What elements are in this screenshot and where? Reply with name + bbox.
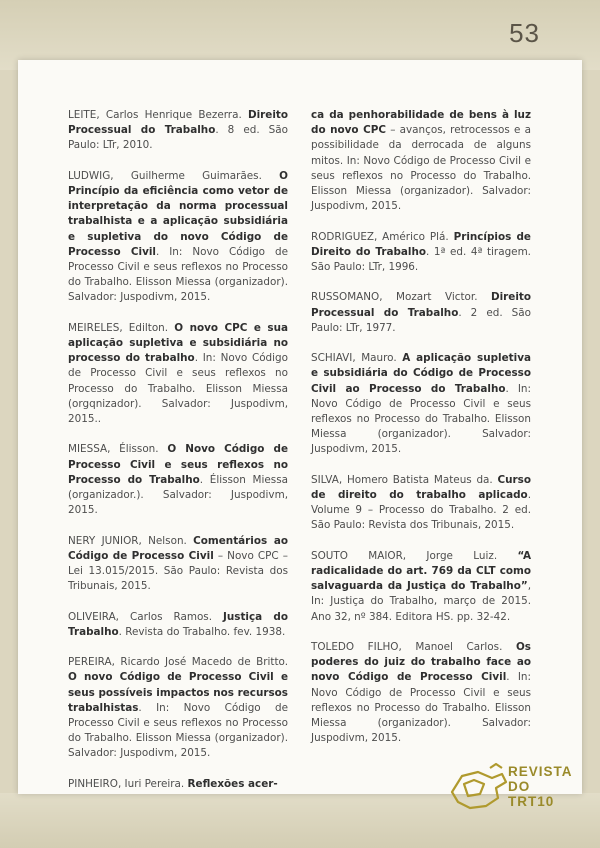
reference-entry [68, 169, 288, 306]
reference-details: . In: Novo Código de Processo Civil e seus reflexos no Processo do Trabalho. Elisson Miessa (organizador). Salvador: Juspodivm, 2015. [68, 245, 288, 304]
journal-logo-text [508, 764, 578, 809]
reference-entry [68, 108, 288, 154]
reference-entry [311, 230, 531, 276]
reference-title: “A radicalidade do art. 769 da CLT como salvaguarda da Justiça do Trabalho” [311, 549, 531, 593]
reference-title: ca da penhorabilidade de bens à luz do novo CPC [311, 109, 531, 137]
reference-title: Os poderes do juiz do trabalho face ao novo Código de Processo Civil [311, 641, 531, 684]
references-left-column [68, 108, 288, 807]
reference-details: . 8 ed. São Paulo: LTr, 2010. [68, 124, 288, 152]
reference-entry [311, 549, 531, 625]
reference-details: . Volume 9 – Processo do Trabalho. 2 ed. São Paulo: Revista dos Tribunais, 2015. [311, 489, 531, 532]
reference-title: O novo Código de Processo Civil e seus possíveis impactos nos recursos trabalhistas [68, 671, 288, 714]
reference-details: – avanços, retrocessos e a possibilidade da derrocada de alguns mitos. In: Novo Código de Processo Civil e seus reflexos no Processo do Trabalho. Elisson Miessa (organizador). Salvador: Juspodivm, 2015. [311, 124, 531, 213]
reference-title: O Novo Código de Processo Civil e seus reflexos no Processo do Trabalho [68, 443, 288, 486]
reference-details: . In: Novo Código de Processo Civil e seus reflexos no Processo do Trabalho. Elisson Miessa (orgqnizador). Salvador: Juspodivm, 2015.. [68, 352, 288, 426]
reference-entry [68, 777, 288, 792]
reference-title: Direito Processual do Trabalho [311, 291, 531, 319]
reference-title: Comentários ao Código de Processo Civil [68, 534, 288, 562]
reference-details: . In: Novo Código de Processo Civil e seus reflexos no Processo do Trabalho. Elisson Miessa (organizador). Salvador: Juspodivm, 2015. [68, 701, 288, 760]
logo-line-1: REVISTA [508, 764, 573, 779]
reference-details: , In: Justiça do Trabalho, março de 2015. Ano 32, nº 384. Editora HS. pp. 32-42. [311, 580, 531, 623]
reference-details: . Revista do Trabalho. fev. 1938. [118, 625, 286, 638]
reference-author: MIESSA, Élisson. [68, 443, 168, 456]
reference-entry [311, 351, 531, 457]
reference-details: . 2 ed. São Paulo: LTr, 1977. [311, 306, 531, 334]
reference-entry [311, 473, 531, 534]
reference-author: NERY JUNIOR, Nelson. [68, 534, 194, 547]
reference-details: – Novo CPC – Lei 13.015/2015. São Paulo: Revista dos Tribunais, 2015. [68, 549, 288, 593]
reference-author: SILVA, Homero Batista Mateus da. [311, 473, 498, 486]
reference-entry [311, 640, 531, 746]
reference-author: TOLEDO FILHO, Manoel Carlos. [311, 641, 516, 654]
reference-author: PINHEIRO, Iuri Pereira. [68, 777, 188, 790]
references-right-column [311, 108, 531, 762]
reference-author: MEIRELES, Edilton. [68, 321, 175, 334]
reference-title: Direito Processual do Trabalho [68, 109, 288, 137]
reference-entry [68, 442, 288, 518]
reference-entry [311, 108, 531, 214]
reference-title: O Princípio da eficiência como vetor de interpretação da norma processual trabalhista e a aplicação subsidiária e supletiva do novo Código de Processo Civil [68, 169, 288, 258]
logo-line-2: DO TRT10 [508, 779, 555, 809]
reference-title: Curso de direito do trabalho aplicado [311, 473, 531, 502]
reference-title: Justiça do Trabalho [68, 610, 289, 638]
page-number: 53 [509, 18, 540, 48]
reference-author: PEREIRA, Ricardo José Macedo de Britto. [68, 656, 288, 669]
reference-details: . Élisson Miessa (organizador.). Salvador: Juspodivm, 2015. [68, 473, 288, 517]
reference-title: Princípios de Direito do Trabalho [311, 230, 531, 258]
reference-author: LEITE, Carlos Henrique Bezerra. [68, 109, 248, 121]
reference-details: . 1ª ed. 4ª tiragem. São Paulo: LTr, 1996. [311, 245, 531, 274]
reference-author: LUDWIG, Guilherme Guimarães. [68, 169, 280, 182]
reference-title: Reflexões acer- [187, 777, 278, 790]
reference-title: A aplicação supletiva e subsidiária do Código de Processo Civil ao Processo do Trabalho [311, 352, 531, 395]
reference-author: OLIVEIRA, Carlos Ramos. [68, 610, 223, 623]
reference-details: . In: Novo Código de Processo Civil e seus reflexos no Processo do Trabalho. Elisson Miessa (organizador). Salvador: Juspodivm, 2015. [311, 382, 531, 456]
reference-author: SCHIAVI, Mauro. [311, 352, 403, 365]
reference-title: O novo CPC e sua aplicação supletiva e subsidiária no processo do trabalho [68, 321, 288, 365]
reference-author: RODRIGUEZ, Américo Plá. [311, 230, 454, 243]
reference-entry [311, 290, 531, 336]
reference-author: RUSSOMANO, Mozart Victor. [311, 291, 491, 304]
reference-entry [68, 610, 288, 640]
reference-entry [68, 534, 288, 595]
reference-details: . In: Novo Código de Processo Civil e seus reflexos no Processo do Trabalho. Elisson Miessa (organizador). Salvador: Juspodivm, 2015. [311, 671, 532, 745]
reference-author: SOUTO MAIOR, Jorge Luiz. [311, 549, 518, 562]
reference-entry [68, 321, 288, 427]
reference-entry [68, 655, 288, 761]
